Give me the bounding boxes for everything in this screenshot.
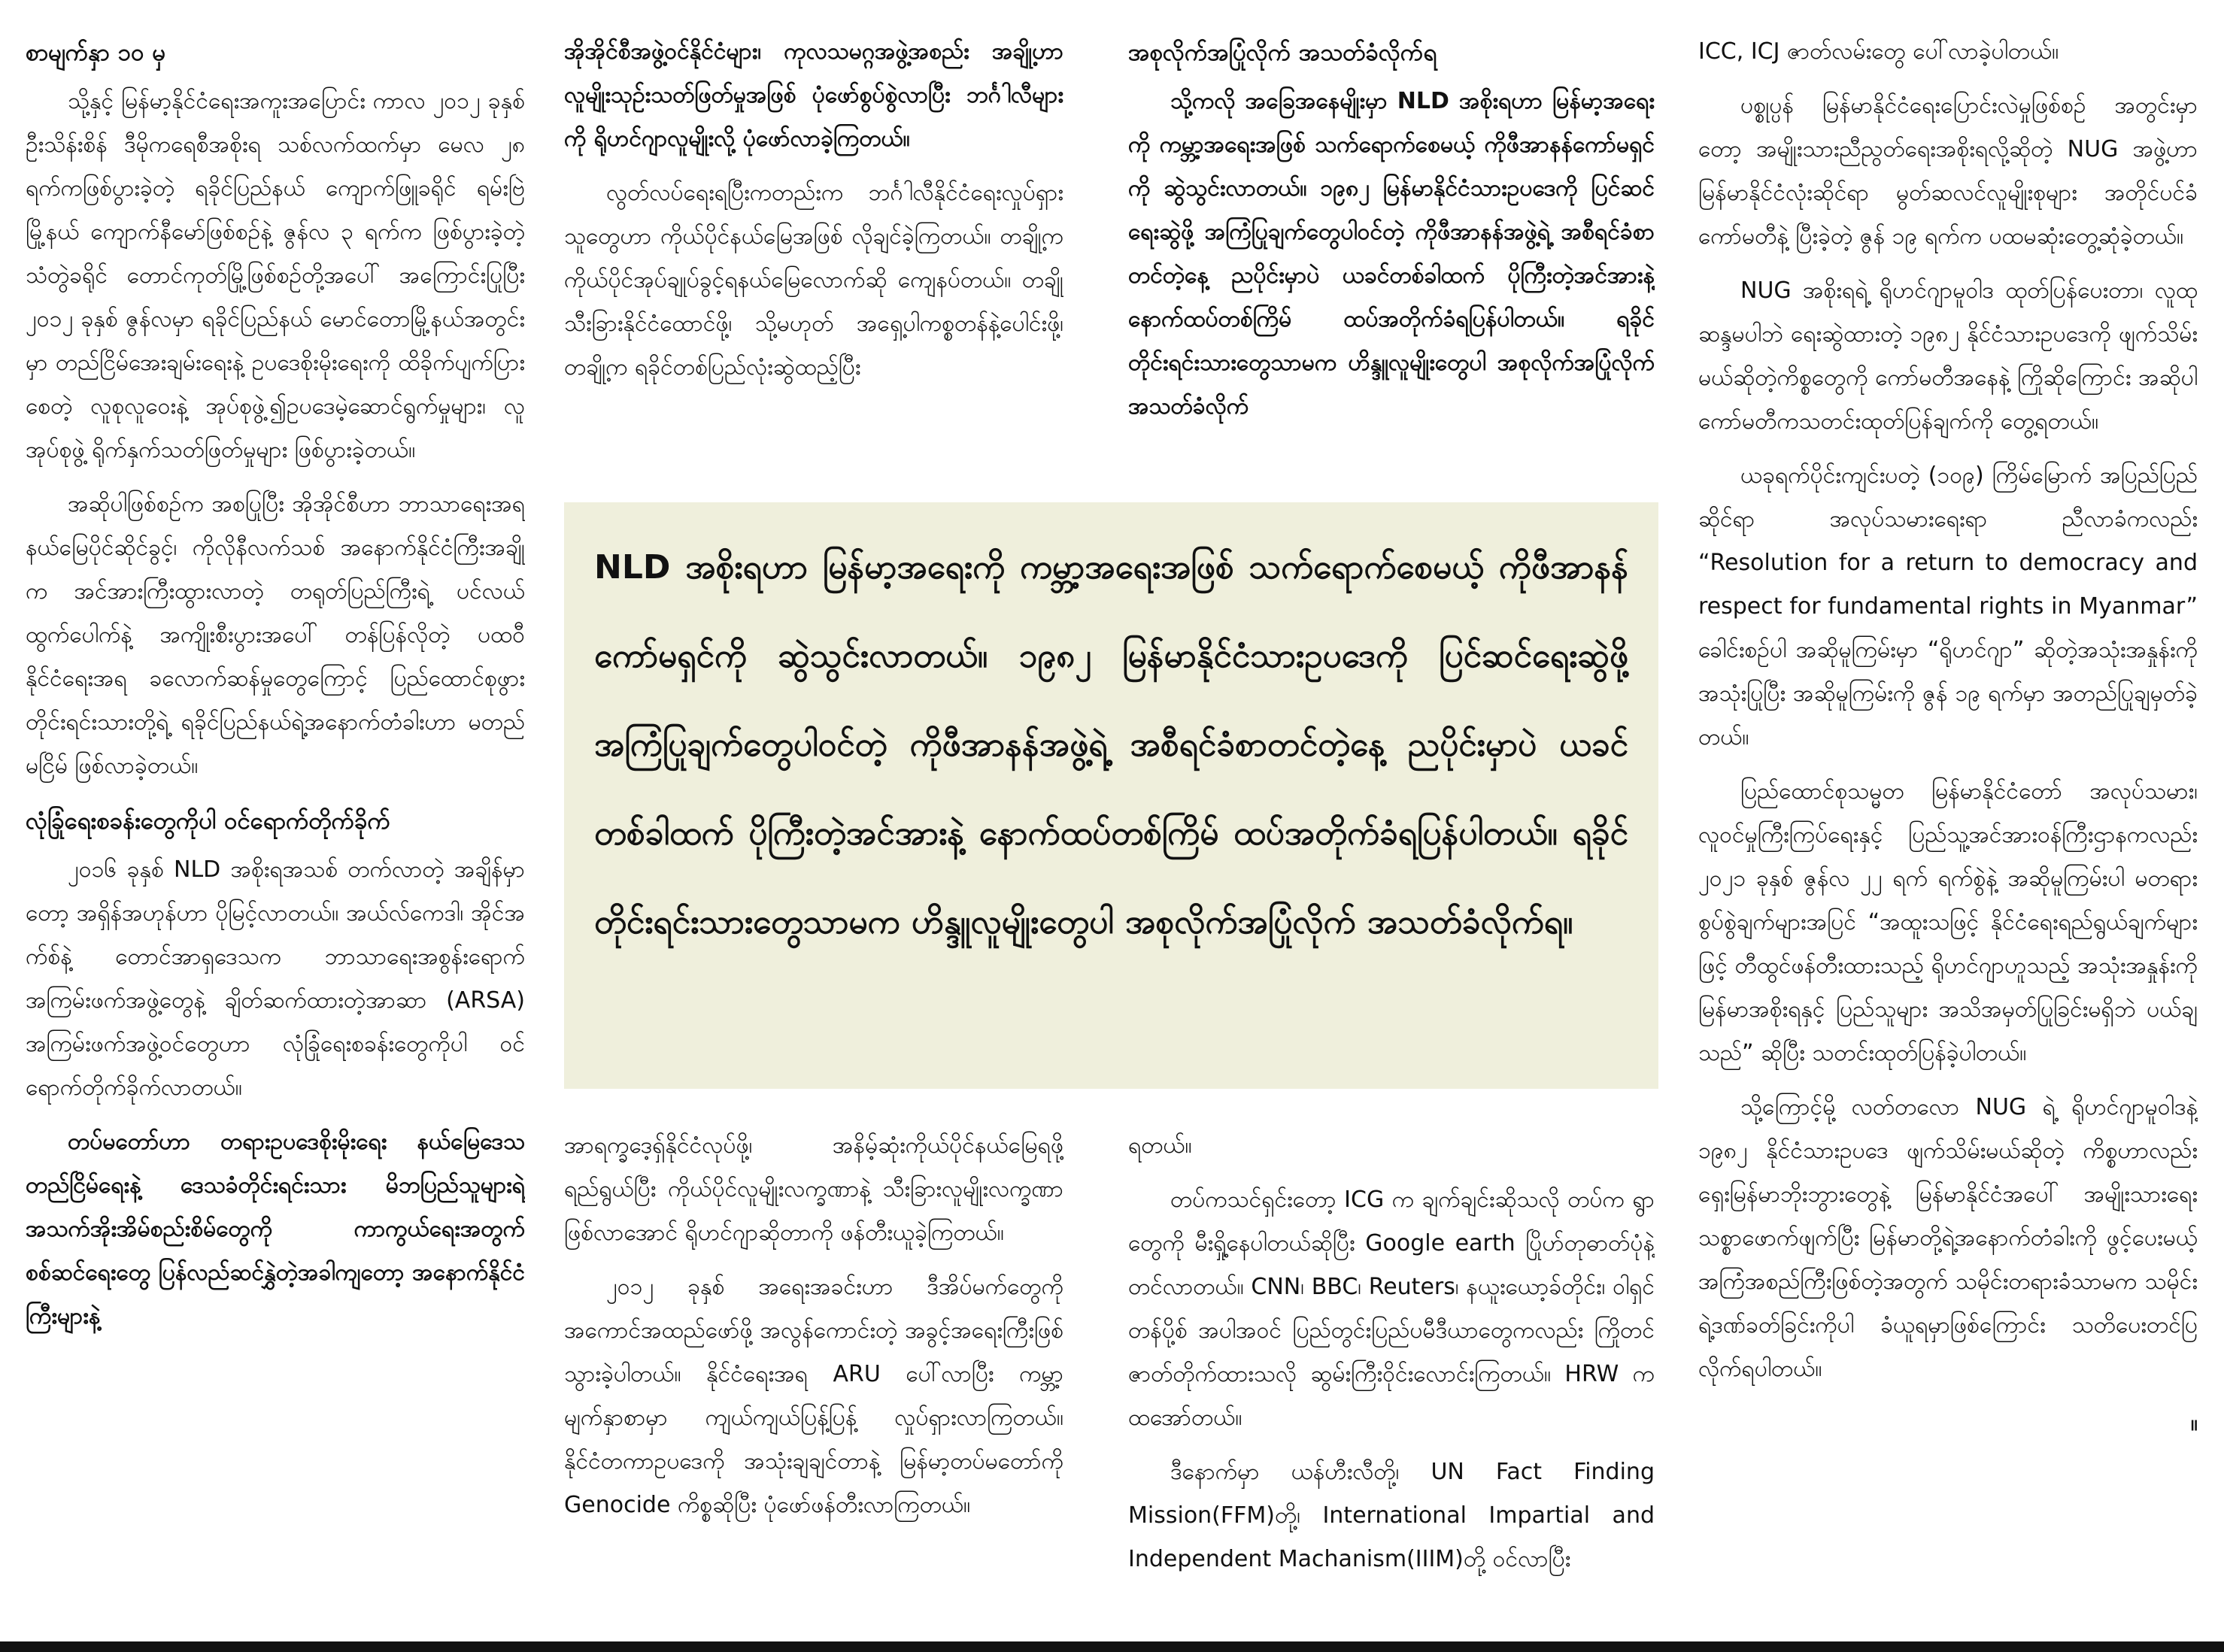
column-1 (26, 30, 525, 1632)
continued-from-label: စာမျက်နှာ ၁၀ မှ (26, 39, 166, 66)
pull-quote (564, 502, 1658, 1089)
subheading: အစုလိုက်အပြုံလိုက် အသတ်ခံလိုက်ရ (1128, 39, 1437, 66)
paragraph: လွတ်လပ်ရေးရပြီးကတည်းက ဘင်္ဂါလီနိုင်ငံရေးလှုပ်ရှားသူတွေဟာ ကိုယ်ပိုင်နယ်မြေအဖြစ် လိုချင်ခဲ့ကြတယ်။ တချို့က ကိုယ်ပိုင်အုပ်ချုပ်ခွင့်ရနယ်မြေလောက်ဆို ကျေနပ်တယ်။ တချို့ သီးခြားနိုင်ငံထောင်ဖို့၊ သို့မဟုတ် အရှေ့ပါကစ္စတန်နဲ့ပေါင်းဖို့၊ တချို့က ရခိုင်တစ်ပြည်လုံးဆွဲထည့်ပြီး (564, 180, 1063, 380)
paragraph: သို့နှင့် မြန်မာ့နိုင်ငံရေးအကူးအပြောင်း ကာလ ၂၀၁၂ ခုနှစ် ဦးသိန်းစိန် ဒီမိုကရေစီအစိုးရ သစ်လက်ထက်မှာ မေလ ၂၈ ရက်ကဖြစ်ပွားခဲ့တဲ့ ရခိုင်ပြည်နယ် ကျောက်ဖြူခရိုင် ရမ်းဗြဲမြို့နယ် ကျောက်နီမော်ဖြစ်စဉ်နဲ့ ဇွန်လ ၃ ရက်က ဖြစ်ပွားခဲ့တဲ့ သံတွဲခရိုင် တောင်ကုတ်မြို့ဖြစ်စဉ်တို့အပေါ် အကြောင်းပြုပြီး ၂၀၁၂ ခုနှစ် ဇွန်လမှာ ရခိုင်ပြည်နယ် မောင်တောမြို့နယ်အတွင်းမှာ တည်ငြိမ်အေးချမ်းရေးနဲ့ ဥပဒေစိုးမိုးရေးကို ထိခိုက်ပျက်ပြားစေတဲ့ လူစုလူဝေးနဲ့ အုပ်စုဖွဲ့၍ဥပဒေမဲ့ဆောင်ရွက်မှုများ၊ လူအုပ်စုဖွဲ့ ရိုက်နှက်သတ်ဖြတ်မှုများ ဖြစ်ပွားခဲ့တယ်။ (26, 88, 525, 463)
paragraph: တပ်ကသင်ရှင်းတော့ ICG က ချက်ချင်းဆိုသလို တပ်က ရွာတွေကို မီးရှို့နေပါတယ်ဆိုပြီး Google earth ပြိုဟ်တုဓာတ်ပုံနဲ့တင်လာတယ်။ CNN၊ BBC၊ Reuters၊ နယူးယော့ခ်တိုင်း၊ ဝါရှင်တန်ပို့စ် အပါအဝင် ပြည်တွင်းပြည်ပမီဒီယာတွေကလည်း ကြိုတင်ဇာတ်တိုက်ထားသလို ဆွမ်းကြီးဝိုင်းလောင်းကြတယ်။ HRW က ထအော်တယ်။ (1128, 1187, 1655, 1431)
paragraph: ဒီနောက်မှာ ယန်ဟီးလီတို့၊ UN Fact Finding Mission(FFM)တို့၊ International Impartial and Independent Machanism(IIIM)တို့ ဝင်လာပြီး (1128, 1459, 1655, 1572)
pull-quote-text: NLD အစိုးရဟာ မြန်မာ့အရေးကို ကမ္ဘာ့အရေးအဖြစ် သက်ရောက်စေမယ့် ကိုဖီအာနန်ကော်မရှင်ကို ဆွဲသွင်းလာတယ်။ ၁၉၈၂ မြန်မာနိုင်ငံသားဥပဒေကို ပြင်ဆင်ရေးဆွဲဖို့ အကြံပြုချက်တွေပါဝင်တဲ့ ကိုဖီအာနန်အဖွဲ့ရဲ့ အစီရင်ခံစာတင်တဲ့နေ့ ညပိုင်းမှာပဲ ယခင်တစ်ခါထက် ပိုကြီးတဲ့အင်အားနဲ့ နောက်ထပ်တစ်ကြိမ် ထပ်အတိုက်ခံရပြန်ပါတယ်။ ရခိုင်တိုင်းရင်းသားတွေသာမက ဟိန္ဒူလူမျိုးတွေပါ အစုလိုက်အပြုံလိုက် အသတ်ခံလိုက်ရ။ (594, 548, 1628, 941)
paragraph: အာရက္ခဒေ့ရှ်နိုင်ငံလုပ်ဖို့၊ အနိမ့်ဆုံးကိုယ်ပိုင်နယ်မြေရဖို့ ရည်ရွယ်ပြီး ကိုယ်ပိုင်လူမျိုးလက္ခဏာနဲ့ သီးခြားလူမျိုးလက္ခဏာဖြစ်လာအောင် ရိုဟင်ဂျာဆိုတာကို ဖန်တီးယူခဲ့ကြတယ်။ (564, 1132, 1063, 1246)
paragraph-bold: တပ်မတော်ဟာ တရားဥပဒေစိုးမိုးရေး နယ်မြေဒေသတည်ငြိမ်ရေးနဲ့ ဒေသခံတိုင်းရင်းသား မိဘပြည်သူများရဲ့အသက်အိုးအိမ်စည်းစိမ်တွေကို ကာကွယ်ရေးအတွက် စစ်ဆင်ရေးတွေ ပြန်လည်ဆင်နွှဲတဲ့အခါကျတော့ အနောက်နိုင်ငံကြီးများနဲ့ (26, 1129, 525, 1329)
paragraph: ယခုရက်ပိုင်းကျင်းပတဲ့ (၁၀၉) ကြိမ်မြောက် အပြည်ပြည်ဆိုင်ရာ အလုပ်သမားရေးရာ ညီလာခံကလည်း “Resolution for a return to democracy and respect for fundamental rights in Myanmar” ခေါင်းစဉ်ပါ အဆိုမူကြမ်းမှာ “ရိုဟင်ဂျာ” ဆိုတဲ့အသုံးအနှုန်းကို အသုံးပြုပြီး အဆိုမူကြမ်းကို ဇွန် ၁၉ ရက်မှာ အတည်ပြုချမှတ်ခဲ့တယ်။ (1698, 462, 2198, 750)
paragraph: ရတယ်။ (1128, 1132, 1192, 1159)
paragraph: သို့ကြောင့်မို့ လတ်တလော NUG ရဲ့ ရိုဟင်ဂျာမူဝါဒနဲ့ ၁၉၈၂ နိုင်ငံသားဥပဒေ ဖျက်သိမ်းမယ်ဆိုတဲ့ ကိစ္စဟာလည်း ရှေးမြန်မာဘိုးဘွားတွေနဲ့ မြန်မာနိုင်ငံအပေါ် အမျိုးသားရေးသစ္စာဖောက်ဖျက်ပြီး မြန်မာတို့ရဲ့အနောက်တံခါးကို ဖွင့်ပေးမယ့် အကြံအစည်ကြီးဖြစ်တဲ့အတွက် သမိုင်းတရားခံသာမက သမိုင်းရဲ့ဒဏ်ခတ်ခြင်းကိုပါ ခံယူရမှာဖြစ်ကြောင်း သတိပေးတင်ပြလိုက်ရပါတယ်။ (1698, 1094, 2198, 1382)
paragraph: ပြည်ထောင်စုသမ္မတ မြန်မာနိုင်ငံတော် အလုပ်သမား၊ လူဝင်မှုကြီးကြပ်ရေးနှင့် ပြည်သူ့အင်အားဝန်ကြီးဌာနကလည်း ၂၀၂၁ ခုနှစ် ဇွန်လ ၂၂ ရက် ရက်စွဲနဲ့ အဆိုမူကြမ်းပါ မတရားစွပ်စွဲချက်များအပြင် “အထူးသဖြင့် နိုင်ငံရေးရည်ရွယ်ချက်များဖြင့် တီထွင်ဖန်တီးထားသည့် ရိုဟင်ဂျာဟူသည့် အသုံးအနှုန်းကို မြန်မာအစိုးရနှင့် ပြည်သူများ အသိအမှတ်ပြုခြင်းမရှိဘဲ ပယ်ချသည်” ဆိုပြီး သတင်းထုတ်ပြန်ခဲ့ပါတယ်။ (1698, 778, 2198, 1066)
end-mark: ။ (2190, 1410, 2198, 1436)
paragraph: NUG အစိုးရရဲ့ ရိုဟင်ဂျာမူဝါဒ ထုတ်ပြန်ပေးတာ၊ လူထုဆန္ဒမပါဘဲ ရေးဆွဲထားတဲ့ ၁၉၈၂ နိုင်ငံသားဥပဒေကို ဖျက်သိမ်းမယ်ဆိုတဲ့ကိစ္စတွေကို ကော်မတီအနေနဲ့ ကြိုဆိုကြောင်း အဆိုပါ ကော်မတီကသတင်းထုတ်ပြန်ချက်ကို တွေ့ရတယ်။ (1698, 277, 2198, 435)
paragraph: ပစ္စုပ္ပန် မြန်မာနိုင်ငံရေးပြောင်းလဲမှုဖြစ်စဉ် အတွင်းမှာတော့ အမျိုးသားညီညွတ်ရေးအစိုးရလို့ဆိုတဲ့ NUG အဖွဲ့ဟာ မြန်မာနိုင်ငံလုံးဆိုင်ရာ မွတ်ဆလင်လူမျိုးစုများ အတိုင်ပင်ခံကော်မတီနဲ့ ပြီးခဲ့တဲ့ ဇွန် ၁၉ ရက်က ပထမဆုံးတွေ့ဆုံခဲ့တယ်။ (1698, 92, 2198, 250)
column-2-bottom (564, 1124, 1063, 1635)
bottom-rule (0, 1641, 2224, 1652)
column-4 (1698, 30, 2198, 1632)
column-3-top (1128, 30, 1655, 474)
paragraph: ICC, ICJ ဇာတ်လမ်းတွေ ပေါ်လာခဲ့ပါတယ်။ (1698, 38, 2059, 65)
column-2-top (564, 30, 1063, 474)
paragraph: ၂၀၁၂ ခုနှစ် အရေးအခင်းဟာ ဒီအိပ်မက်တွေကို အကောင်အထည်ဖော်ဖို့ အလွန်ကောင်းတဲ့ အခွင့်အရေးကြီးဖြစ်သွားခဲ့ပါတယ်။ နိုင်ငံရေးအရ ARU ပေါ်လာပြီး ကမ္ဘာ့မျက်နှာစာမှာ ကျယ်ကျယ်ပြန့်ပြန့် လှုပ်ရှားလာကြတယ်။ နိုင်ငံတကာဥပဒေကို အသုံးချချင်တာနဲ့ မြန်မာ့တပ်မတော်ကို Genocide ကိစ္စဆိုပြီး ပုံဖော်ဖန်တီးလာကြတယ်။ (564, 1274, 1063, 1518)
column-3-bottom (1128, 1124, 1655, 1635)
paragraph: အိုအိုင်စီအဖွဲ့ဝင်နိုင်ငံများ၊ ကုလသမဂ္ဂအဖွဲ့အစည်း အချို့ဟာ လူမျိုးသုဉ်းသတ်ဖြတ်မှုအဖြစ် ပုံဖော်စွပ်စွဲလာပြီး ဘင်္ဂါလီများကို ရိုဟင်ဂျာလူမျိုးလို့ ပုံဖော်လာခဲ့ကြတယ်။ (564, 38, 1063, 152)
paragraph: ၂၀၁၆ ခုနှစ် NLD အစိုးရအသစ် တက်လာတဲ့ အချိန်မှာတော့ အရှိန်အဟုန်ဟာ ပိုမြင့်လာတယ်။ အယ်လ်ကေဒါ၊ အိုင်အက်စ်နဲ့ တောင်အာရှဒေသက ဘာသာရေးအစွန်းရောက် အကြမ်းဖက်အဖွဲ့တွေနဲ့ ချိတ်ဆက်ထားတဲ့အာဆာ (ARSA) အကြမ်းဖက်အဖွဲ့ဝင်တွေဟာ လုံခြုံရေးစခန်းတွေကိုပါ ဝင်ရောက်တိုက်ခိုက်လာတယ်။ (26, 856, 525, 1101)
paragraph: အဆိုပါဖြစ်စဉ်က အစပြုပြီး အိုအိုင်စီဟာ ဘာသာရေးအရ နယ်မြေပိုင်ဆိုင်ခွင့်၊ ကိုလိုနီလက်သစ် အနောက်နိုင်ငံကြီးအချို့က အင်အားကြီးထွားလာတဲ့ တရုတ်ပြည်ကြီးရဲ့ ပင်လယ်ထွက်ပေါက်နဲ့ အကျိုးစီးပွားအပေါ် တန်ပြန်လိုတဲ့ ပထဝီနိုင်ငံရေးအရ ခလောက်ဆန်မှုတွေကြောင့် ပြည်ထောင်စုဖွားတိုင်းရင်းသားတို့ရဲ့ ရခိုင်ပြည်နယ်ရဲ့အနောက်တံခါးဟာ မတည်မငြိမ် ဖြစ်လာခဲ့တယ်။ (26, 491, 525, 779)
paragraph-bold: သို့ကလို အခြေအနေမျိုးမှာ NLD အစိုးရဟာ မြန်မာ့အရေးကို ကမ္ဘာ့အရေးအဖြစ် သက်ရောက်စေမယ့် ကိုဖီအာနန်ကော်မရှင်ကို ဆွဲသွင်းလာတယ်။ ၁၉၈၂ မြန်မာနိုင်ငံသားဥပဒေကို ပြင်ဆင်ရေးဆွဲဖို့ အကြံပြုချက်တွေပါဝင်တဲ့ ကိုဖီအာနန်အဖွဲ့ရဲ့ အစီရင်ခံစာတင်တဲ့နေ့ ညပိုင်းမှာပဲ ယခင်တစ်ခါထက် ပိုကြီးတဲ့အင်အားနဲ့ နောက်ထပ်တစ်ကြိမ် ထပ်အတိုက်ခံရပြန်ပါတယ်။ ရခိုင်တိုင်းရင်းသားတွေသာမက ဟိန္ဒူလူမျိုးတွေပါ အစုလိုက်အပြုံလိုက် အသတ်ခံလိုက် (1128, 88, 1655, 420)
subheading: လုံခြုံရေးစခန်းတွေကိုပါ ဝင်ရောက်တိုက်ခိုက် (26, 808, 390, 835)
